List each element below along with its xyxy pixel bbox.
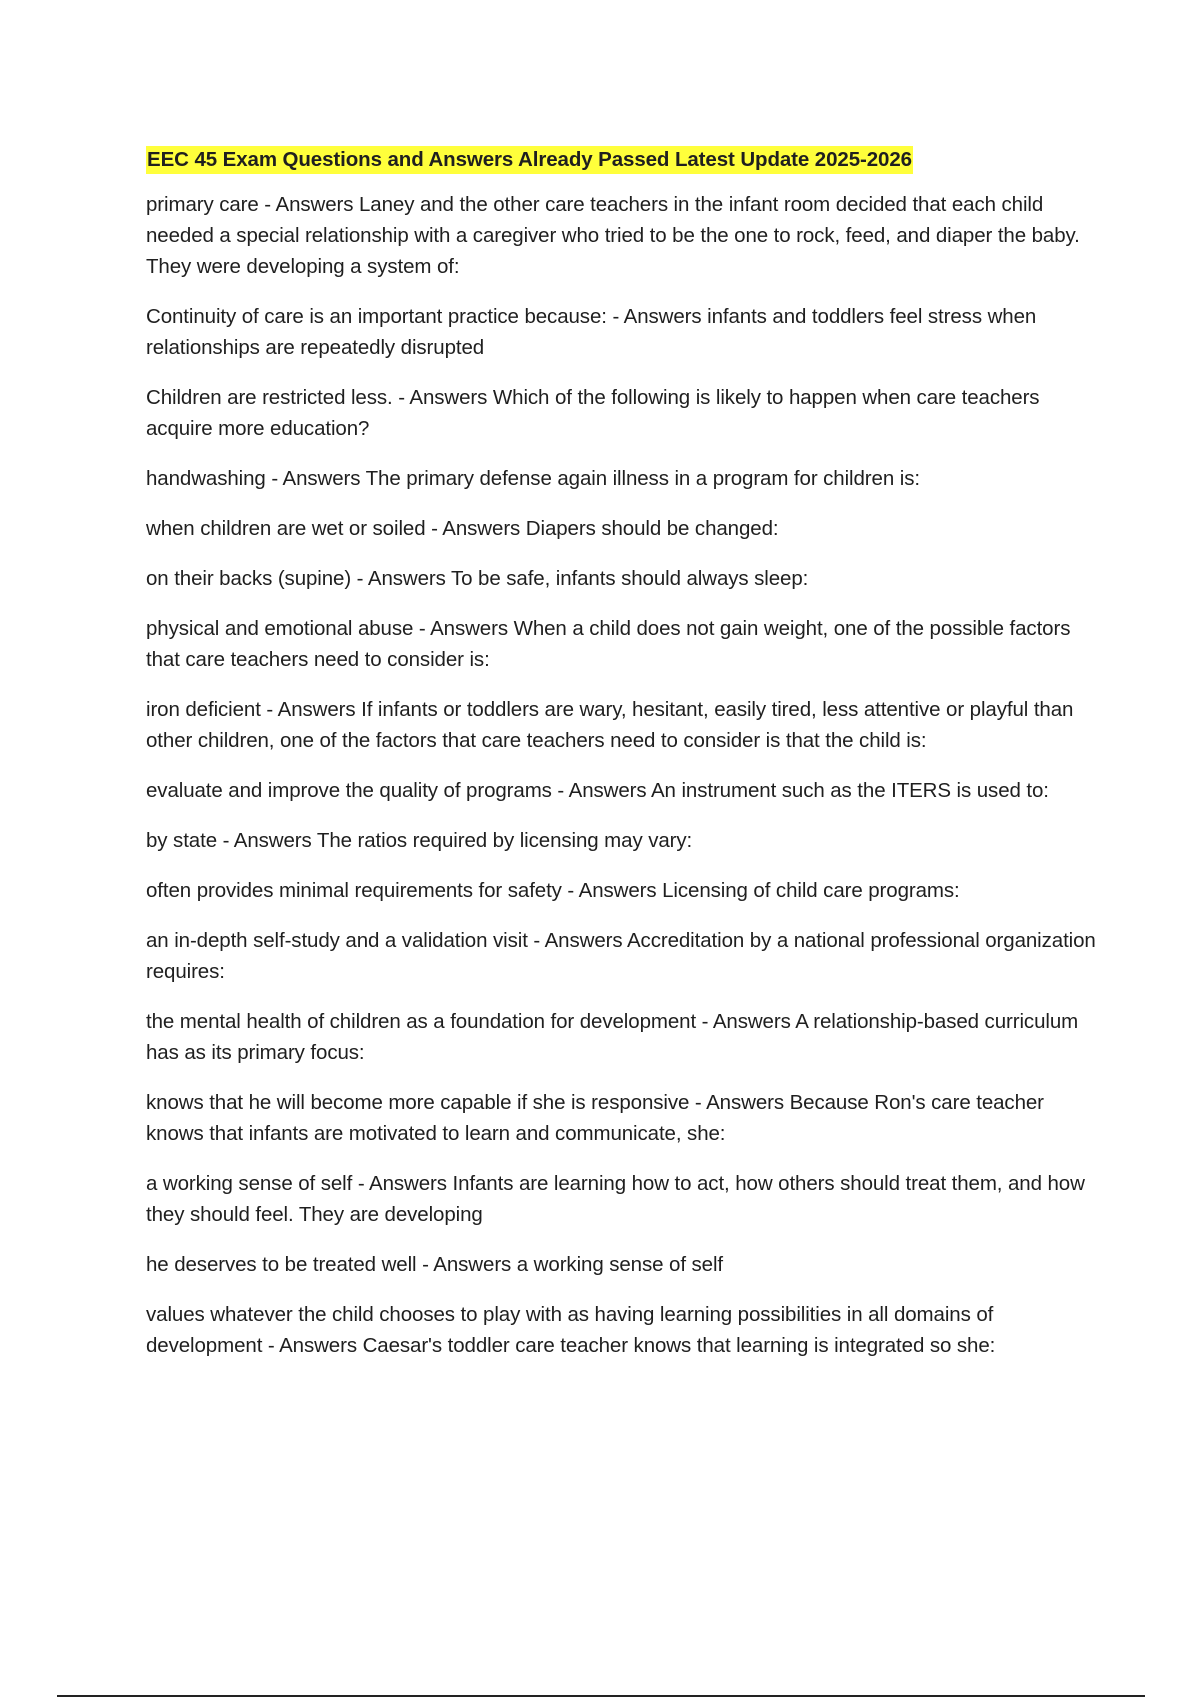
qa-item: primary care - Answers Laney and the other care teachers in the infant room decided that each child needed a special relationship with a caregiver who tried to be the one to rock, feed, and diaper the baby. They were developing a system of:	[146, 193, 1080, 278]
qa-item: by state - Answers The ratios required by licensing may vary:	[146, 829, 693, 852]
qa-item: when children are wet or soiled - Answers Diapers should be changed:	[146, 517, 779, 540]
qa-item: on their backs (supine) - Answers To be safe, infants should always sleep:	[146, 567, 809, 590]
highlighted-title-text: EEC 45 Exam Questions and Answers Already Passed Latest Update 2025-2026	[146, 146, 913, 174]
qa-item: physical and emotional abuse - Answers When a child does not gain weight, one of the possible factors that care teachers need to consider is:	[146, 617, 1071, 671]
qa-item: he deserves to be treated well - Answers a working sense of self	[146, 1253, 724, 1276]
document-body	[146, 145, 1096, 1380]
qa-item: values whatever the child chooses to play with as having learning possibilities in all domains of development - Answers Caesar's toddler care teacher knows that learning is integrated so she:	[146, 1303, 996, 1357]
qa-item: evaluate and improve the quality of programs - Answers An instrument such as the ITERS is used to:	[146, 779, 1049, 802]
qa-item: often provides minimal requirements for safety - Answers Licensing of child care programs:	[146, 879, 960, 902]
qa-item: the mental health of children as a foundation for development - Answers A relationship-based curriculum has as its primary focus:	[146, 1010, 1079, 1064]
page-bottom-rule	[57, 1695, 1145, 1697]
qa-item: Continuity of care is an important practice because: - Answers infants and toddlers feel stress when relationships are repeatedly disrupted	[146, 305, 1037, 359]
qa-list	[146, 189, 1096, 1361]
document-title	[146, 145, 1096, 175]
qa-item: an in-depth self-study and a validation visit - Answers Accreditation by a national professional organization requires:	[146, 929, 1096, 983]
qa-item: a working sense of self - Answers Infants are learning how to act, how others should treat them, and how they should feel. They are developing	[146, 1172, 1085, 1226]
qa-item: iron deficient - Answers If infants or toddlers are wary, hesitant, easily tired, less attentive or playful than other children, one of the factors that care teachers need to consider is that the child is:	[146, 698, 1074, 752]
qa-item: knows that he will become more capable if she is responsive - Answers Because Ron's care teacher knows that infants are motivated to learn and communicate, she:	[146, 1091, 1044, 1145]
qa-item: handwashing - Answers The primary defense again illness in a program for children is:	[146, 467, 920, 490]
qa-item: Children are restricted less. - Answers Which of the following is likely to happen when care teachers acquire more education?	[146, 386, 1040, 440]
